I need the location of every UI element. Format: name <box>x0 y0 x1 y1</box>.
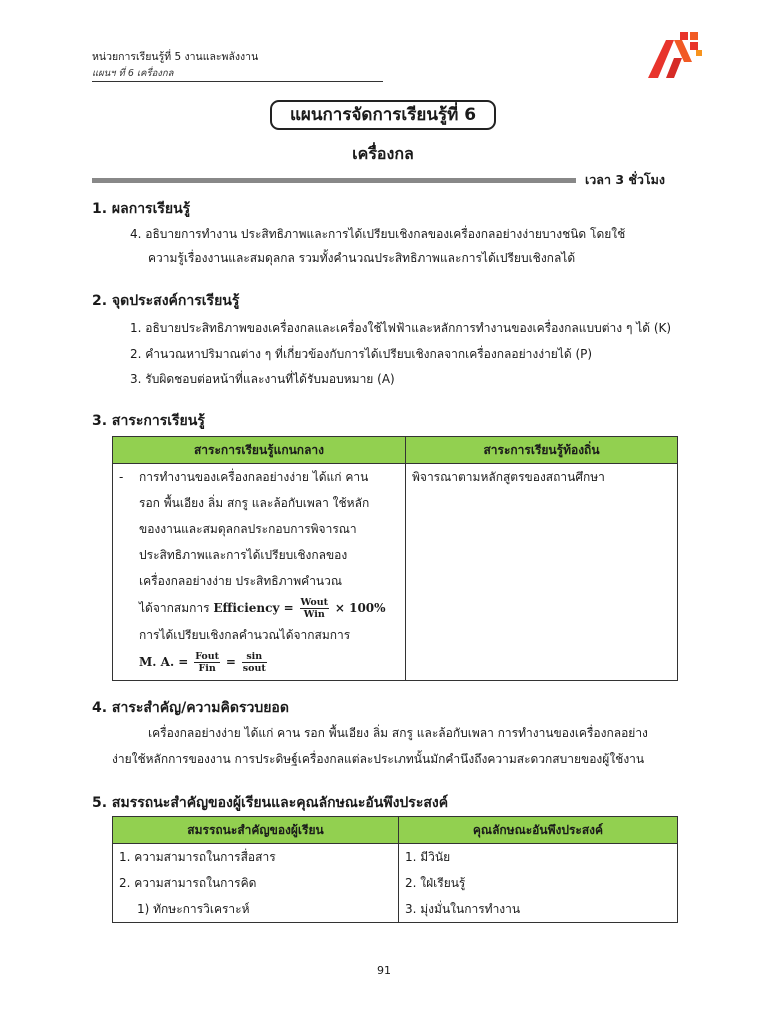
distance-fraction <box>242 651 267 674</box>
time-label: เวลา 3 ชั่วโมง <box>585 172 665 187</box>
core-content-line: ประสิทธิภาพและการได้เปรียบเชิงกลของ <box>139 548 348 562</box>
attribute-item: 2. ใฝ่เรียนรู้ <box>405 876 466 890</box>
efficiency-lhs: Efficiency = <box>213 601 294 615</box>
page-number: 91 <box>377 964 391 977</box>
fraction-denominator: Fin <box>198 663 216 674</box>
competency-table <box>112 816 678 923</box>
force-fraction <box>194 651 220 674</box>
bullet-dash: - <box>119 470 124 484</box>
fraction-numerator: sin <box>242 651 267 663</box>
section-1-heading: 1. ผลการเรียนรู้ <box>92 201 191 217</box>
core-content-line: การทำงานของเครื่องกลอย่างง่าย ได้แก่ คาน <box>139 470 369 484</box>
core-content-line: การได้เปรียบเชิงกลคำนวณได้จากสมการ <box>139 628 351 642</box>
time-bar <box>92 178 576 183</box>
table-header-local: สาระการเรียนรู้ท้องถิ่น <box>406 437 678 464</box>
section-1-line-1: 4. อธิบายการทำงาน ประสิทธิภาพและการได้เปรียบเชิงกลของเครื่องกลอย่างง่ายบางชนิด โดยใช้ <box>130 227 626 241</box>
objective-item: 3. รับผิดชอบต่อหน้าที่และงานที่ได้รับมอบหมาย (A) <box>130 372 395 386</box>
content-table <box>112 436 678 681</box>
objective-item: 2. คำนวณหาปริมาณต่าง ๆ ที่เกี่ยวข้องกับการได้เปรียบเชิงกลจากเครื่องกลอย่างง่ายได้ (P) <box>130 347 593 361</box>
local-content: พิจารณาตามหลักสูตรของสถานศึกษา <box>412 470 605 484</box>
attribute-item: 1. มีวินัย <box>405 850 451 864</box>
section-3-heading: 3. สาระการเรียนรู้ <box>92 413 205 429</box>
concept-line-2: ง่ายใช้หลักการของงาน การประดิษฐ์เครื่องกลแต่ละประเภทนั้นมักคำนึงถึงความสะดวกสบายของผู้ใช้งาน <box>112 752 645 766</box>
table-header-attributes: คุณลักษณะอันพึงประสงค์ <box>399 817 678 844</box>
fraction-denominator: Win <box>303 609 325 620</box>
table-header-competency: สมรรถนะสำคัญของผู้เรียน <box>113 817 399 844</box>
header-rule <box>92 81 383 82</box>
ma-lhs: M. A. = <box>139 655 189 669</box>
core-content-line: เครื่องกลอย่างง่าย ประสิทธิภาพคำนวณ <box>139 574 343 588</box>
concept-line-1: เครื่องกลอย่างง่าย ได้แก่ คาน รอก พื้นเอียง ลิ่ม สกรู และล้อกับเพลา การทำงานของเครื่องกลอย่าง <box>148 726 648 740</box>
plan-header: แผนฯ ที่ 6 เครื่องกล <box>92 68 174 79</box>
equation-prefix: ได้จากสมการ <box>139 601 210 615</box>
competency-subitem: 1) ทักษะการวิเคราะห์ <box>137 902 250 916</box>
unit-header: หน่วยการเรียนรู้ที่ 5 งานและพลังงาน <box>92 51 259 63</box>
efficiency-equation <box>139 594 399 622</box>
fraction-denominator: sout <box>242 663 266 674</box>
efficiency-fraction <box>300 597 330 620</box>
efficiency-rhs: × 100% <box>334 601 386 615</box>
ma-equation <box>139 648 399 676</box>
page-subtitle: เครื่องกล <box>352 144 414 163</box>
ma-equals: = <box>225 655 236 669</box>
section-2-heading: 2. จุดประสงค์การเรียนรู้ <box>92 293 240 309</box>
fraction-numerator: Fout <box>195 651 220 662</box>
section-4-heading: 4. สาระสำคัญ/ความคิดรวบยอด <box>92 700 289 716</box>
table-header-core: สาระการเรียนรู้แกนกลาง <box>113 437 406 464</box>
fraction-numerator: Wout <box>300 597 329 608</box>
core-content-line: ของงานและสมดุลกลประกอบการพิจารณา <box>139 522 357 536</box>
objective-item: 1. อธิบายประสิทธิภาพของเครื่องกลและเครื่องใช้ไฟฟ้าและหลักการทำงานของเครื่องกลแบบต่าง ๆ ได้ (K) <box>130 321 672 335</box>
competency-item: 2. ความสามารถในการคิด <box>119 876 257 890</box>
core-content-line: รอก พื้นเอียง ลิ่ม สกรู และล้อกับเพลา ใช้หลัก <box>139 496 370 510</box>
competency-item: 1. ความสามารถในการสื่อสาร <box>119 850 276 864</box>
publisher-logo <box>644 26 704 82</box>
section-5-heading: 5. สมรรถนะสำคัญของผู้เรียนและคุณลักษณะอันพึงประสงค์ <box>92 795 449 811</box>
attribute-item: 3. มุ่งมั่นในการทำงาน <box>405 902 521 916</box>
section-1-line-2: ความรู้เรื่องงานและสมดุลกล รวมทั้งคำนวณประสิทธิภาพและการได้เปรียบเชิงกลได้ <box>148 251 576 265</box>
page-title: แผนการจัดการเรียนรู้ที่ 6 <box>270 100 496 130</box>
